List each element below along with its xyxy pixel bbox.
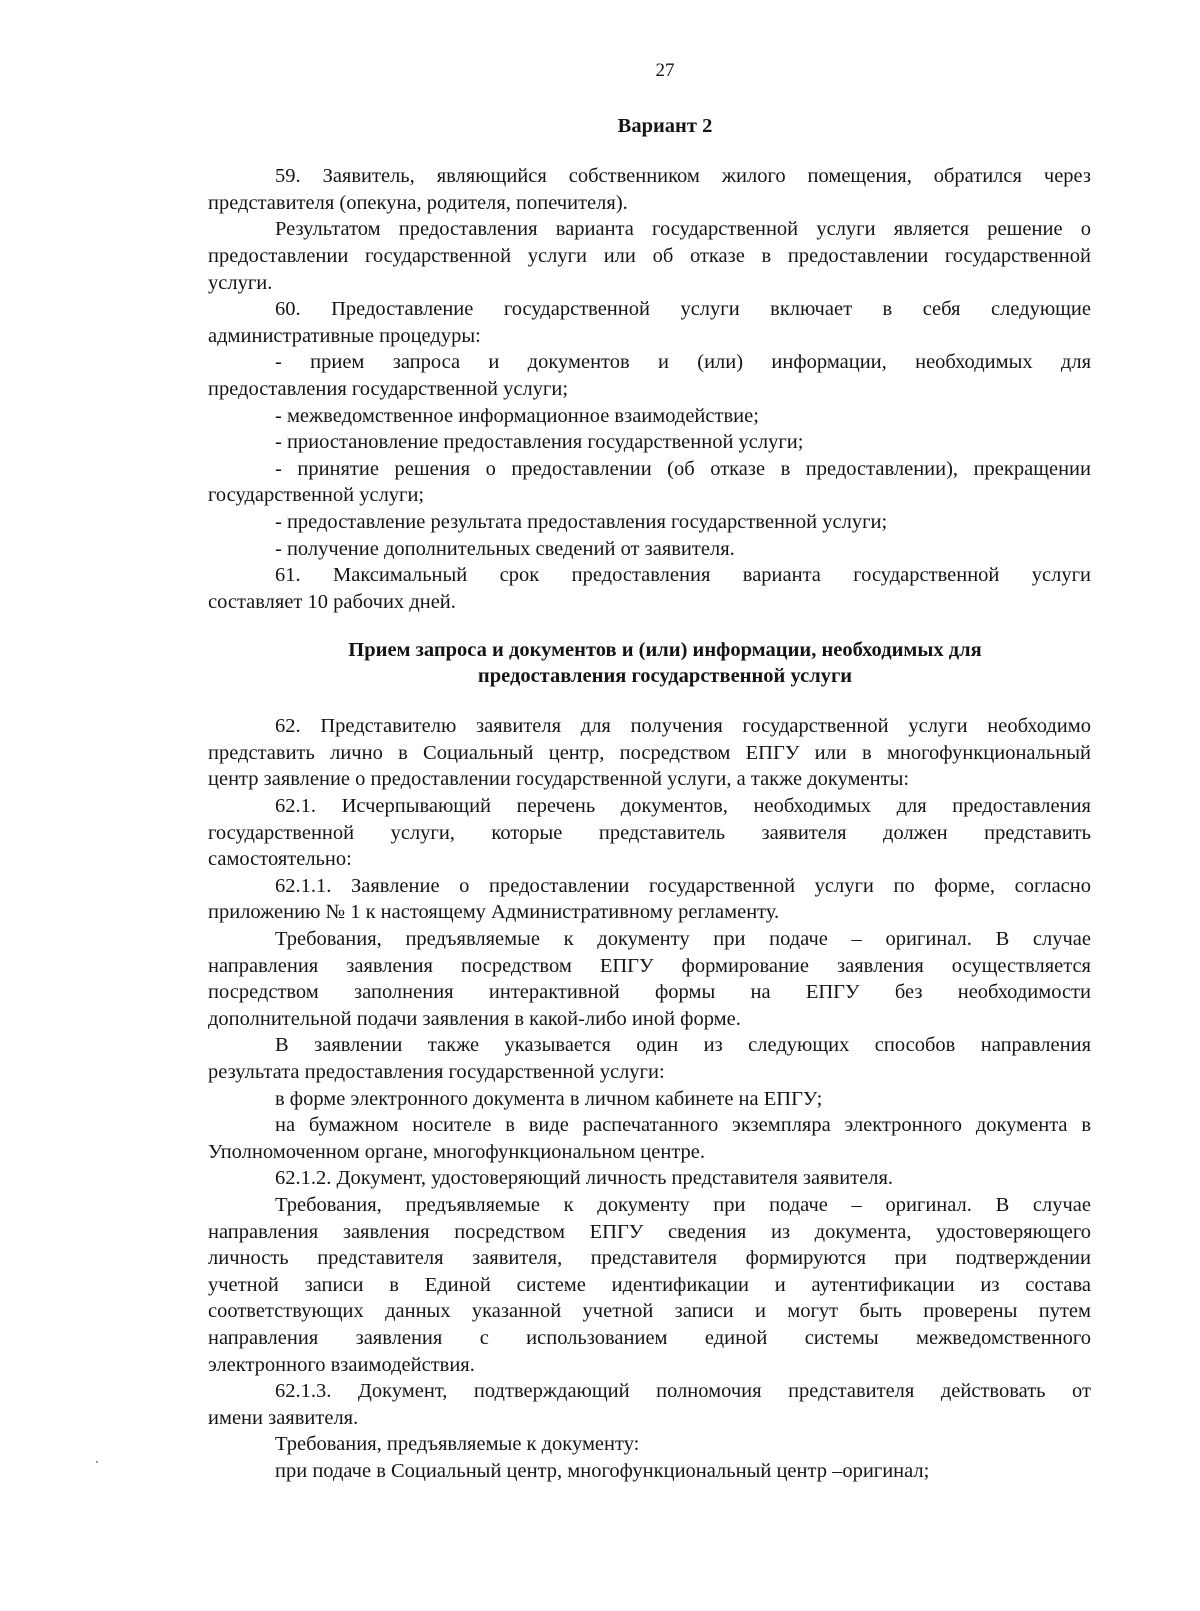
text-line: учетной записи в Единой системе идентификации и аутентификации из состава [208,1274,1091,1296]
text-line: 61. Максимальный срок предоставления варианта государственной услуги [275,564,1091,586]
text-line: Требования, предъявляемые к документу при подаче – оригинал. В случае [275,928,1091,950]
text-line: Требования, предъявляемые к документу при подаче – оригинал. В случае [275,1194,1091,1216]
text-line: посредством заполнения интерактивной формы на ЕПГУ без необходимости [208,981,1091,1003]
text-line: направления заявления посредством ЕПГУ формирование заявления осуществляется [208,955,1091,977]
text-line: предоставлении государственной услуги или об отказе в предоставлении государственной [208,245,1091,267]
scan-speck [96,1461,98,1463]
text-line: 62.1. Исчерпывающий перечень документов, необходимых для предоставления [275,795,1091,817]
text-line: Результатом предоставления варианта государственной услуги является решение о [275,218,1091,240]
text-line: представителя (опекуна, родителя, попечителя). [208,192,628,214]
text-line: государственной услуги, которые представитель заявителя должен представить [208,822,1091,844]
text-line: административные процедуры: [208,325,481,347]
text-line: 62.1.1. Заявление о предоставлении государственной услуги по форме, согласно [275,875,1091,897]
text-line: приложению № 1 к настоящему Административному регламенту. [208,901,780,923]
text-line: на бумажном носителе в виде распечатанного экземпляра электронного документа в [275,1114,1091,1136]
text-line: 59. Заявитель, являющийся собственником жилого помещения, обратился через [275,165,1091,187]
text-line: - прием запроса и документов и (или) информации, необходимых для [275,351,1091,373]
text-line: услуги. [208,272,273,294]
text-line: электронного взаимодействия. [208,1354,475,1376]
text-line: соответствующих данных указанной учетной записи и могут быть проверены путем [208,1300,1091,1322]
section-heading-line-2: предоставления государственной услуги [477,665,853,687]
text-line: составляет 10 рабочих дней. [208,591,456,613]
text-line: направления заявления с использованием единой системы межведомственного [208,1327,1091,1349]
text-line: личность представителя заявителя, представителя формируются при подтверждении [208,1247,1091,1269]
text-line: имени заявителя. [208,1407,359,1429]
text-line: - принятие решения о предоставлении (об отказе в предоставлении), прекращении [275,458,1091,480]
text-line: - межведомственное информационное взаимодействие; [275,405,759,427]
text-line: Уполномоченном органе, многофункциональном центре. [208,1141,706,1163]
text-line: в форме электронного документа в личном кабинете на ЕПГУ; [275,1088,823,1110]
text-line: Требования, предъявляемые к документу: [275,1433,640,1455]
text-line: результата предоставления государственной услуги: [208,1061,665,1083]
text-line: самостоятельно: [208,848,352,870]
text-line: дополнительной подачи заявления в какой-либо иной форме. [208,1008,741,1030]
text-line: 62.1.3. Документ, подтверждающий полномочия представителя действовать от [275,1380,1091,1402]
text-line: центр заявление о предоставлении государственной услуги, а также документы: [208,768,910,790]
text-line: - получение дополнительных сведений от заявителя. [275,538,735,560]
section-heading-line-1: Прием запроса и документов и (или) информации, необходимых для [348,639,982,661]
text-line: - предоставление результата предоставления государственной услуги; [275,511,888,533]
text-line: 62.1.2. Документ, удостоверяющий личность представителя заявителя. [275,1167,894,1189]
text-line: предоставления государственной услуги; [208,378,569,400]
text-line: государственной услуги; [208,484,425,506]
text-line: 60. Предоставление государственной услуги включает в себя следующие [275,298,1091,320]
text-line: представить лично в Социальный центр, посредством ЕПГУ или в многофункциональный [208,742,1091,764]
text-line: - приостановление предоставления государственной услуги; [275,431,804,453]
text-line: 62. Представителю заявителя для получения государственной услуги необходимо [275,715,1091,737]
variant-heading: Вариант 2 [617,115,713,137]
text-line: при подаче в Социальный центр, многофункциональный центр –оригинал; [275,1460,930,1482]
page-number: 27 [655,60,675,81]
text-line: В заявлении также указывается один из следующих способов направления [275,1034,1091,1056]
text-line: направления заявления посредством ЕПГУ сведения из документа, удостоверяющего [208,1221,1091,1243]
